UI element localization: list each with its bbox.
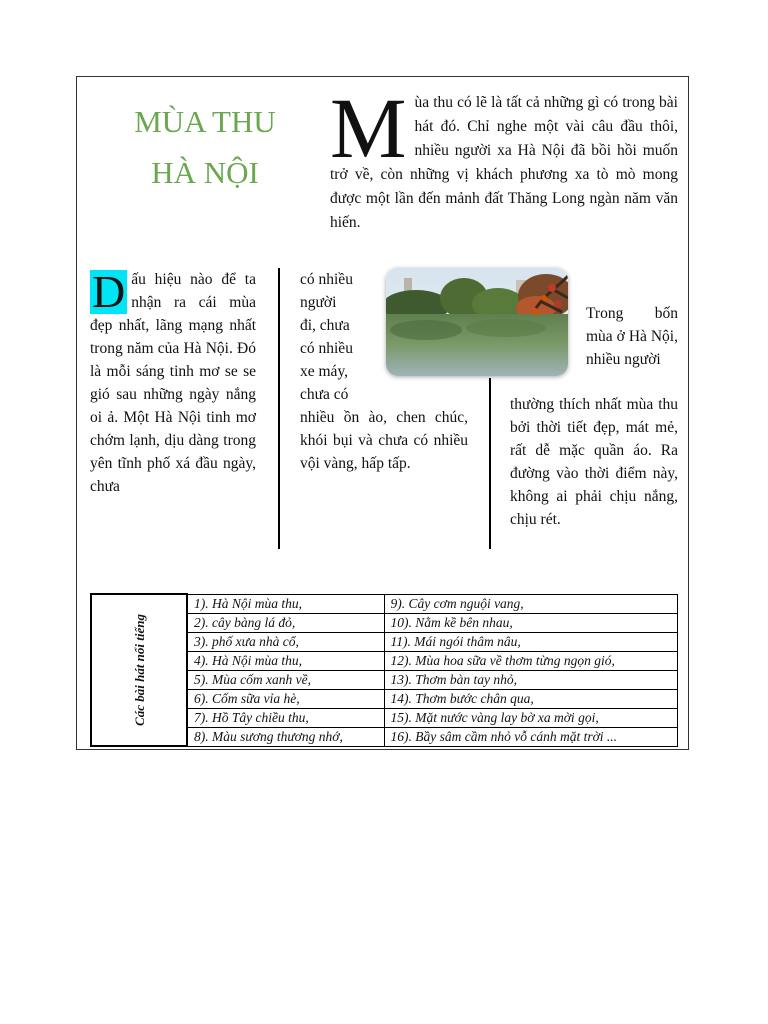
songs-side-label-cell	[91, 594, 187, 746]
table-cell: 11). Mái ngói thâm nâu,	[384, 632, 678, 651]
column-2-line: có nhiều	[300, 340, 353, 357]
intro-paragraph	[330, 80, 678, 235]
table-cell: 15). Mặt nước vàng lay bờ xa mời gọi,	[384, 708, 678, 727]
article-title	[100, 96, 310, 198]
title-line-1: MÙA THU	[134, 104, 276, 139]
table-cell: 8). Màu sương thương nhớ,	[187, 727, 384, 746]
column-3-bottom-text: thường thích nhất mùa thu bởi thời tiết đẹp, mát mẻ, rất dễ mặc quần áo. Ra đường vào thời điểm này, không ai phải chịu nắng, chịu rét.	[510, 396, 678, 528]
table-cell: 5). Mùa cốm xanh về,	[187, 670, 384, 689]
songs-table	[90, 593, 678, 747]
table-row	[91, 594, 678, 613]
column-2-line: đi, chưa	[300, 317, 350, 334]
table-cell: 10). Nằm kề bên nhau,	[384, 613, 678, 632]
column-2-line: người	[300, 294, 337, 311]
table-cell: 14). Thơm bước chân qua,	[384, 689, 678, 708]
column-divider-2	[489, 378, 491, 549]
table-cell: 1). Hà Nội mùa thu,	[187, 594, 384, 613]
table-cell: 16). Bầy sâm cầm nhỏ vỗ cánh mặt trời ...	[384, 727, 678, 746]
songs-side-label: Các bài hát nổi tiếng	[131, 614, 147, 726]
column-3-top-text: Trong bốn mùa ở Hà Nội, nhiều người	[586, 305, 678, 368]
column-1	[90, 268, 256, 498]
column-3-top	[586, 302, 678, 371]
column-2-line: có nhiều	[300, 271, 353, 288]
table-cell: 2). cây bàng lá đỏ,	[187, 613, 384, 632]
column-1-drop-cap: D	[92, 266, 126, 317]
lake-photo	[386, 268, 568, 376]
column-2-top	[300, 268, 366, 406]
table-cell: 7). Hồ Tây chiều thu,	[187, 708, 384, 727]
table-cell: 4). Hà Nội mùa thu,	[187, 651, 384, 670]
column-2-line: xe máy,	[300, 363, 349, 380]
table-cell: 9). Cây cơm nguội vang,	[384, 594, 678, 613]
table-cell: 12). Mùa hoa sữa về thơm từng ngọn gió,	[384, 651, 678, 670]
column-2-line: chưa có	[300, 386, 349, 403]
intro-text: ùa thu có lẽ là tất cả những gì có trong bài hát đó. Chỉ nghe một vài câu đầu thôi, nhiều người xa Hà Nội đã bồi hồi muốn trở về, còn những vị khách phương xa tò mò mong được một lần đến mảnh đất Thăng Long ngàn năm văn hiến.	[330, 94, 678, 231]
column-3-bottom	[510, 393, 678, 531]
table-cell: 6). Cốm sữa vỉa hè,	[187, 689, 384, 708]
title-line-2: HÀ NỘI	[151, 155, 259, 190]
column-2-bottom-text: nhiều ồn ào, chen chúc, khói bụi và chưa có nhiều vội vàng, hấp tấp.	[300, 409, 468, 472]
column-1-text: ấu hiệu nào để ta nhận ra cái mùa đẹp nhất, lãng mạng nhất trong năm của Hà Nội. Đó là mỗi sáng tinh mơ se se gió sau những ngày nắng oi ả. Một Hà Nội tinh mơ chớm lạnh, dịu dàng trong yên tĩnh phố xá đầu ngày, chưa	[90, 271, 256, 495]
lake-photo-image	[386, 268, 568, 376]
column-divider-1	[278, 268, 280, 549]
table-cell: 13). Thơm bàn tay nhỏ,	[384, 670, 678, 689]
intro-drop-cap: M	[330, 80, 407, 176]
table-cell: 3). phố xưa nhà cổ,	[187, 632, 384, 651]
